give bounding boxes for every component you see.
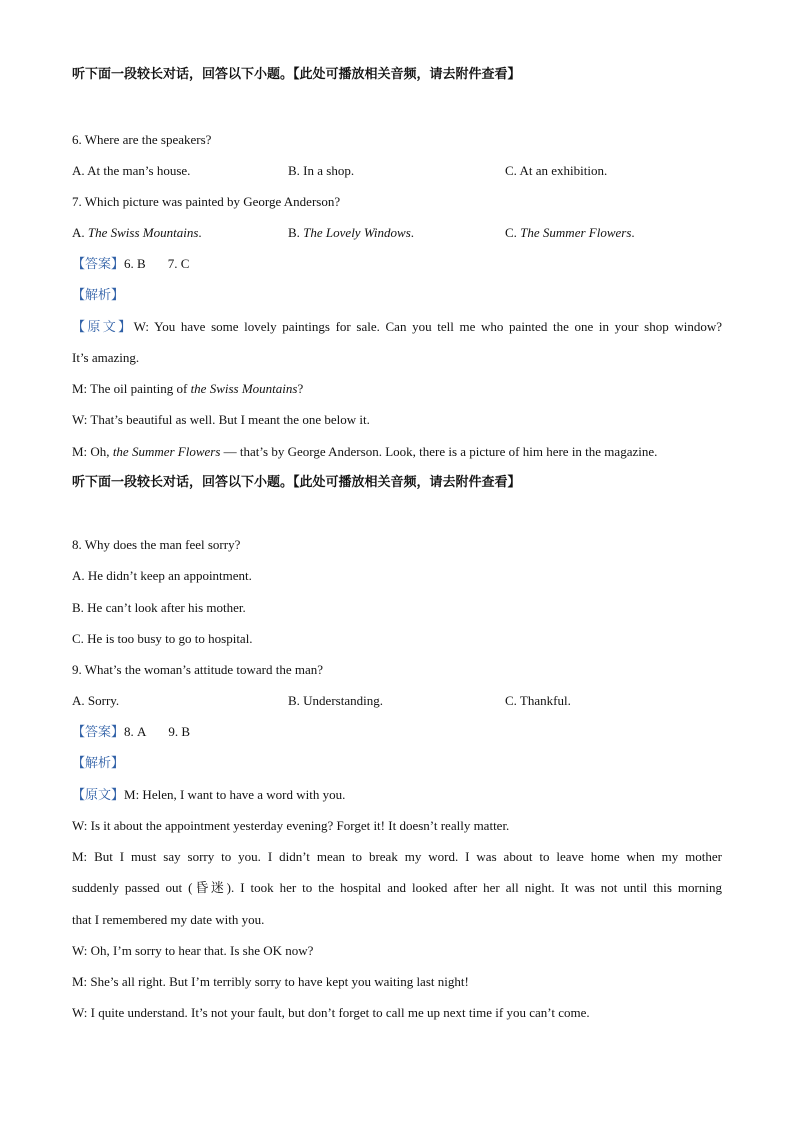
transcript-1-line-2: It’s amazing. — [72, 350, 140, 365]
transcript-1-line-5: M: Oh, the Summer Flowers — that’s by George Anderson. Look, there is a picture of him here in the magazine. — [72, 444, 658, 459]
transcript-2-line-7: M: She’s all right. But I’m terribly sorry to have kept you waiting last night! — [72, 974, 469, 989]
transcript-2-line-3: M: But I must say sorry to you. I didn’t mean to break my word. I was about to leave home when my mother — [72, 849, 722, 864]
q9-option-a: A. Sorry. — [72, 693, 120, 708]
transcript-2-line-8: W: I quite understand. It’s not your fault, but don’t forget to call me up next time if you can’t come. — [72, 1005, 590, 1020]
analysis-label-1: 【解析】 — [72, 288, 125, 303]
analysis-label-2: 【解析】 — [72, 756, 125, 771]
q8-option-b: B. He can’t look after his mother. — [72, 600, 246, 615]
answer-line-2: 【答案】8. A 9. B — [72, 724, 191, 740]
transcript-2-line-6: W: Oh, I’m sorry to hear that. Is she OK now? — [72, 943, 314, 958]
q6-option-c: C. At an exhibition. — [505, 163, 608, 178]
transcript-2-line-4: suddenly passed out (昏迷). I took her to the hospital and looked after her all night. It was not until this morning — [72, 880, 722, 895]
q7-option-c: C. The Summer Flowers. — [505, 225, 635, 240]
q7-option-a: A. The Swiss Mountains. — [72, 225, 202, 240]
q7-stem: 7. Which picture was painted by George Anderson? — [72, 194, 341, 209]
transcript-1-line-4: W: That’s beautiful as well. But I meant the one below it. — [72, 412, 370, 427]
q9-option-c: C. Thankful. — [505, 693, 571, 708]
q9-option-b: B. Understanding. — [288, 693, 383, 708]
transcript-2-line-2: W: Is it about the appointment yesterday evening? Forget it! It doesn’t really matter. — [72, 818, 510, 833]
q8-stem: 8. Why does the man feel sorry? — [72, 537, 241, 552]
q8-option-a: A. He didn’t keep an appointment. — [72, 568, 252, 583]
section1-instruction: 听下面一段较长对话，回答以下小题。【此处可播放相关音频，请去附件查看】 — [72, 67, 521, 82]
q6-stem: 6. Where are the speakers? — [72, 132, 212, 147]
section2-instruction: 听下面一段较长对话，回答以下小题。【此处可播放相关音频，请去附件查看】 — [72, 475, 521, 490]
transcript-2-line-5: that I remembered my date with you. — [72, 912, 265, 927]
q9-stem: 9. What’s the woman’s attitude toward the man? — [72, 662, 324, 677]
transcript-1-line-1: 【原文】W: You have some lovely paintings for sale. Can you tell me who painted the one in your shop window? — [72, 319, 722, 335]
q7-option-b: B. The Lovely Windows. — [288, 225, 415, 240]
transcript-1-line-3: M: The oil painting of the Swiss Mountains? — [72, 381, 304, 396]
answer-line-1: 【答案】6. B 7. C — [72, 256, 190, 272]
q6-option-b: B. In a shop. — [288, 163, 355, 178]
transcript-2-line-1: 【原文】M: Helen, I want to have a word with you. — [72, 787, 346, 803]
q6-option-a: A. At the man’s house. — [72, 163, 191, 178]
q8-option-c: C. He is too busy to go to hospital. — [72, 631, 253, 646]
